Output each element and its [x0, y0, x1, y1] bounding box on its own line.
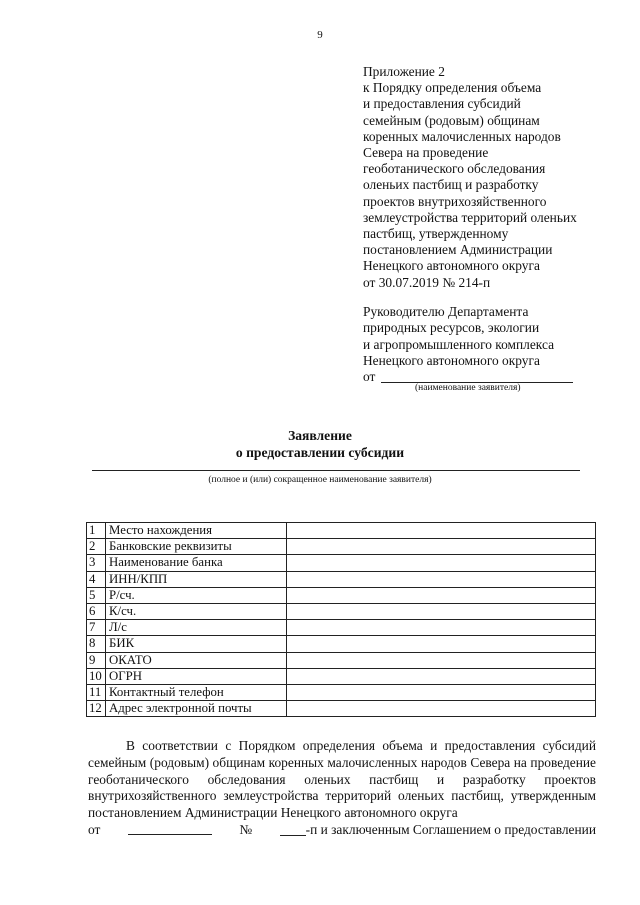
recipient-block	[363, 304, 633, 385]
annex-line: семейным (родовым) общинам	[363, 112, 540, 128]
table-row	[87, 587, 596, 603]
row-number: 10	[87, 668, 106, 684]
table-row	[87, 684, 596, 700]
annex-line: проектов внутрихозяйственного	[363, 193, 547, 209]
recipient-line: и агропромышленного комплекса	[363, 336, 555, 352]
recipient-line: природных ресурсов, экологии	[363, 320, 540, 336]
applicant-caption: (наименование заявителя)	[415, 383, 521, 393]
row-label: Адрес электронной почты	[106, 701, 287, 717]
row-label: ОКАТО	[106, 652, 287, 668]
row-value-cell[interactable]	[287, 684, 596, 700]
number-sign: №	[239, 821, 253, 837]
annex-line: и предоставления субсидий	[363, 96, 521, 112]
row-value-cell[interactable]	[287, 571, 596, 587]
page-number: 9	[317, 29, 323, 41]
date-from-label: от	[88, 821, 101, 837]
row-label: Л/с	[106, 620, 287, 636]
annex-line: постановлением Администрации	[363, 242, 553, 258]
row-value-cell[interactable]	[287, 636, 596, 652]
table-row	[87, 652, 596, 668]
annex-line: к Порядку определения объема	[363, 80, 542, 96]
row-label: БИК	[106, 636, 287, 652]
annex-line: геоботанического обследования	[363, 161, 546, 177]
annex-line: землеустройства территорий оленьих	[363, 209, 577, 225]
recipient-line: Руководителю Департамента	[363, 304, 529, 319]
applicant-name-field[interactable]	[381, 370, 573, 383]
table-row	[87, 539, 596, 555]
row-value-cell[interactable]	[287, 701, 596, 717]
row-value-cell[interactable]	[287, 652, 596, 668]
row-number: 9	[87, 652, 106, 668]
annex-line: коренных малочисленных народов	[363, 128, 561, 144]
body-text	[88, 738, 596, 839]
row-value-cell[interactable]	[287, 603, 596, 619]
table-row	[87, 571, 596, 587]
body-last-line	[88, 822, 596, 839]
table-row	[87, 523, 596, 539]
row-label: Банковские реквизиты	[106, 539, 287, 555]
last-line-suffix: -п и заключенным Соглашением о предоставлении	[305, 821, 596, 837]
title-line-2: о предоставлении субсидии	[235, 444, 405, 460]
table-row	[87, 668, 596, 684]
row-number: 12	[87, 701, 106, 717]
row-number: 11	[87, 684, 106, 700]
row-label: К/сч.	[106, 603, 287, 619]
annex-line: оленьих пастбищ и разработку	[363, 177, 539, 193]
row-number: 3	[87, 555, 106, 571]
row-number: 6	[87, 603, 106, 619]
requisites-table	[86, 522, 596, 717]
row-label: ОГРН	[106, 668, 287, 684]
row-number: 7	[87, 620, 106, 636]
row-label: Контактный телефон	[106, 684, 287, 700]
annex-line: Приложение 2	[363, 64, 445, 79]
resolution-date-field[interactable]	[128, 822, 212, 835]
applicant-full-name-field[interactable]	[92, 470, 580, 471]
body-paragraph: В соответствии с Порядком определения объема и предоставления субсидий семейным (родовым) общинам коренных малочисленных народов Севера на проведение геоботанического обследования оленьих пастбищ и разработку проектов внутрихозяйственного землеустройства территорий оленьих пастбищ, утвержденным постановлением Администрации Ненецкого автономного округа	[88, 738, 596, 821]
row-label: Наименование банка	[106, 555, 287, 571]
table-row	[87, 620, 596, 636]
title-line-1: Заявление	[288, 428, 352, 443]
table-row	[87, 701, 596, 717]
row-label: Место нахождения	[106, 523, 287, 539]
annex-line: от 30.07.2019 № 214-п	[363, 274, 491, 290]
annex-line: Ненецкого автономного округа	[363, 258, 540, 274]
table-row	[87, 555, 596, 571]
row-value-cell[interactable]	[287, 620, 596, 636]
row-number: 1	[87, 523, 106, 539]
row-label: ИНН/КПП	[106, 571, 287, 587]
annex-line: Севера на проведение	[363, 145, 489, 161]
annex-line: пастбищ, утвержденному	[363, 226, 509, 242]
row-number: 4	[87, 571, 106, 587]
row-number: 5	[87, 587, 106, 603]
full-name-caption: (полное и (или) сокращенное наименование заявителя)	[208, 475, 432, 485]
row-value-cell[interactable]	[287, 587, 596, 603]
document-title	[0, 428, 640, 461]
from-label: от	[363, 369, 376, 385]
row-value-cell[interactable]	[287, 523, 596, 539]
row-value-cell[interactable]	[287, 555, 596, 571]
table-row	[87, 636, 596, 652]
resolution-number-field[interactable]	[280, 823, 306, 836]
recipient-line: Ненецкого автономного округа	[363, 352, 540, 368]
row-value-cell[interactable]	[287, 539, 596, 555]
row-number: 2	[87, 539, 106, 555]
row-number: 8	[87, 636, 106, 652]
row-label: Р/сч.	[106, 587, 287, 603]
row-value-cell[interactable]	[287, 668, 596, 684]
annex-header	[363, 64, 633, 291]
table-row	[87, 603, 596, 619]
